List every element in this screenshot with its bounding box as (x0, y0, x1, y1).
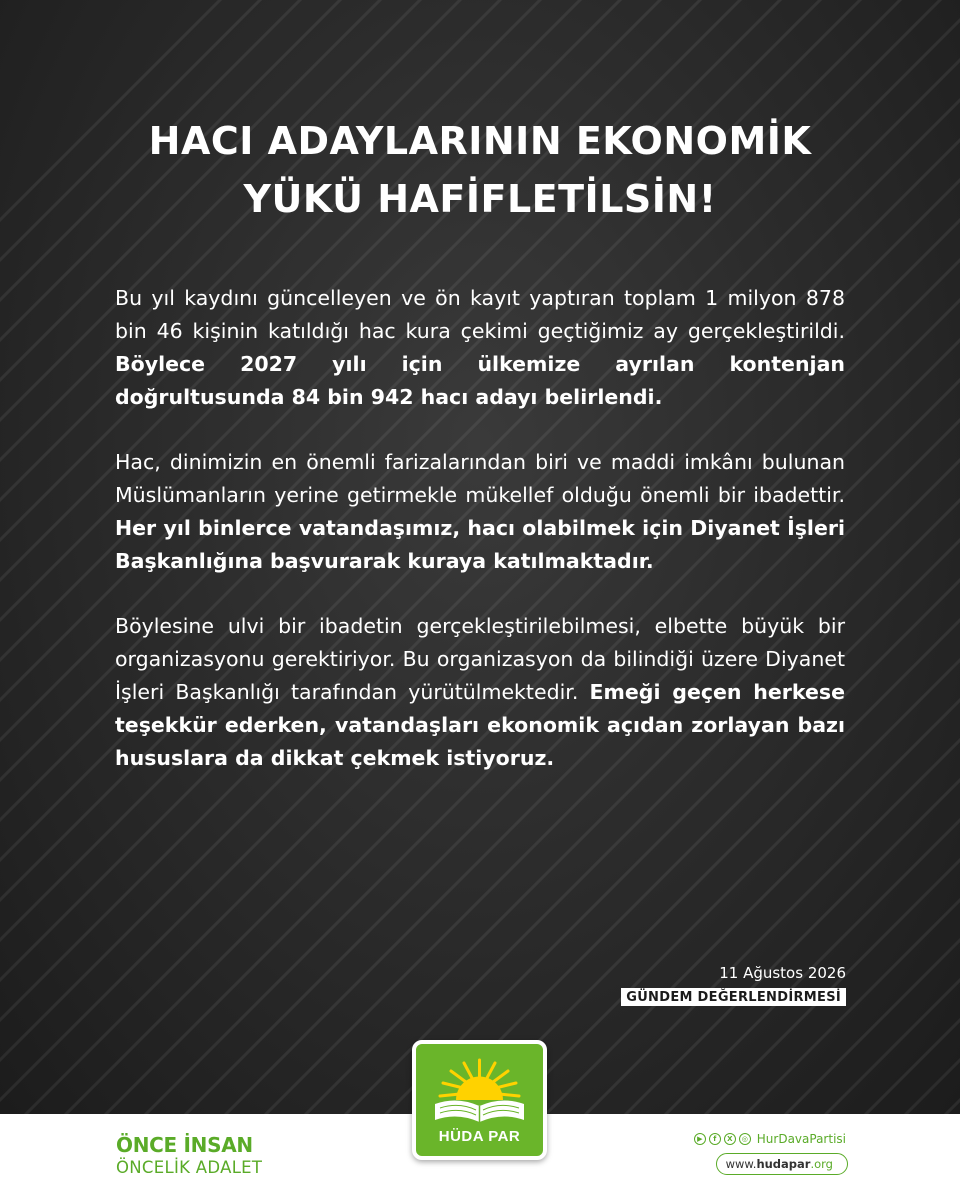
paragraph-3 (115, 610, 845, 775)
paragraph-2 (115, 446, 845, 578)
website-domain: hudapar (756, 1157, 811, 1171)
publish-date: 11 Ağustos 2026 (719, 964, 846, 982)
slogan-line-2: ÖNCELİK ADALET (116, 1158, 263, 1177)
paragraph-text: Hac, dinimizin en önemli farizalarından biri ve maddi imkânı bulunan Müslümanların yerine getirmekle mükellef olduğu önemli bir ibadettir. (115, 450, 845, 507)
paragraph-text: Bu yıl kaydını güncelleyen ve ön kayıt yaptıran toplam 1 milyon 878 bin 46 kişinin katıldığı hac kura çekimi geçtiğimiz ay gerçekleştirildi. (115, 286, 845, 343)
category-tag: GÜNDEM DEĞERLENDİRMESİ (621, 988, 846, 1006)
date-block (621, 962, 846, 1006)
youtube-icon[interactable]: ▶ (694, 1133, 706, 1145)
social-handle[interactable]: HurDavaPartisi (756, 1132, 846, 1146)
paragraph-emphasis: Emeği geçen herkese teşekkür ederken, vatandaşları ekonomik açıdan zorlayan bazı hususlara da dikkat çekmek istiyoruz. (115, 680, 846, 770)
title-line-2: YÜKÜ HAFİFLETİLSİN! (243, 177, 717, 221)
page-title (80, 112, 880, 228)
slogan-line-1: ÖNCE İNSAN (116, 1133, 253, 1157)
slogan (116, 1133, 262, 1179)
logo-text: HÜDA PAR (438, 1128, 521, 1145)
social-links (694, 1132, 846, 1146)
paragraph-emphasis: Her yıl binlerce vatandaşımız, hacı olabilmek için Diyanet İşleri Başkanlığına başvurarak kuraya katılmaktadır. (115, 516, 845, 573)
x-icon[interactable]: X (724, 1133, 736, 1145)
title-line-1: HACI ADAYLARININ EKONOMİK (148, 119, 812, 163)
paragraph-emphasis: Böylece 2027 yılı için ülkemize ayrılan kontenjan doğrultusunda 84 bin 942 hacı adayı belirlendi. (115, 352, 845, 409)
website-suffix: .org (810, 1157, 833, 1171)
facebook-icon[interactable]: f (709, 1133, 721, 1145)
party-logo (412, 1040, 547, 1160)
website-link[interactable] (716, 1153, 848, 1175)
paragraph-1 (115, 282, 845, 414)
paragraph-text: Böylesine ulvi bir ibadetin gerçekleştirilebilmesi, elbette büyük bir organizasyonu gerektiriyor. Bu organizasyon da bilindiği üzere Diyanet İşleri Başkanlığı tarafından yürütülmektedir. (115, 614, 845, 704)
article-body (115, 282, 845, 807)
website-prefix: www. (725, 1157, 757, 1171)
instagram-icon[interactable]: ◎ (739, 1133, 751, 1145)
